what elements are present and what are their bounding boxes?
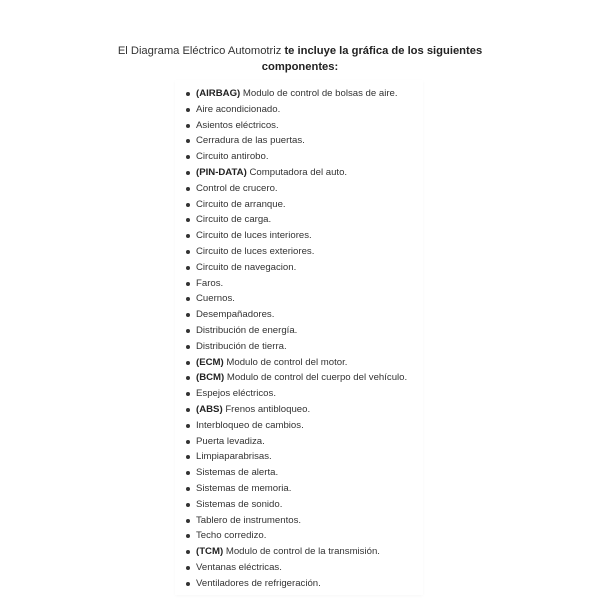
component-text: Desempañadores. [196,309,275,321]
list-item [184,418,454,434]
components-list [184,86,454,592]
list-item [184,181,454,197]
component-code: (ECM) [196,356,224,368]
bullet-icon [186,566,190,570]
component-text: Computadora del auto. [246,166,348,178]
list-item [184,386,454,402]
intro-paragraph [110,43,490,75]
list-item [184,260,454,276]
component-text: Limpiaparabrisas. [196,451,272,463]
bullet-icon [186,534,190,538]
list-item [184,544,454,560]
component-code: (BCM) [196,372,225,384]
bullet-icon [186,329,190,333]
list-item [184,497,454,513]
component-text: Circuito de luces interiores. [196,230,312,242]
list-item [184,528,454,544]
bullet-icon [186,250,190,254]
list-item [184,149,454,165]
bullet-icon [186,92,190,96]
component-text: Distribución de tierra. [196,340,287,352]
bullet-icon [186,487,190,491]
bullet-icon [186,124,190,128]
bullet-icon [186,155,190,159]
list-item [184,228,454,244]
list-item [184,307,454,323]
list-item [184,323,454,339]
list-item [184,465,454,481]
bullet-icon [186,440,190,444]
list-item [184,244,454,260]
component-text: Cerradura de las puertas. [196,135,305,147]
list-item [184,449,454,465]
bullet-icon [186,187,190,191]
component-text: Espejos eléctricos. [196,388,276,400]
bullet-icon [186,503,190,507]
list-item [184,118,454,134]
bullet-icon [186,266,190,270]
bullet-icon [186,550,190,554]
intro-regular-text: El Diagrama Eléctrico Automotriz [117,45,285,57]
component-text: Control de crucero. [196,182,278,194]
component-code: (TCM) [196,546,224,558]
bullet-icon [186,108,190,112]
component-text: Distribución de energía. [196,324,298,336]
component-text: Ventiladores de refrigeración. [196,577,321,589]
list-item [184,212,454,228]
component-text: Frenos antibloqueo. [222,403,311,415]
bullet-icon [186,361,190,365]
component-text: Circuito de carga. [196,214,272,226]
component-code: (ABS) [196,403,223,415]
list-item [184,86,454,102]
bullet-icon [186,313,190,317]
component-text: Ventanas eléctricas. [196,561,282,573]
bullet-icon [186,408,190,412]
component-text: Circuito de navegacion. [196,261,297,273]
list-item [184,102,454,118]
component-text: Sistemas de alerta. [196,467,279,479]
component-text: Circuito de arranque. [196,198,286,210]
list-item [184,576,454,592]
component-text: Circuito de luces exteriores. [196,245,315,257]
component-text: Puerta levadiza. [196,435,265,447]
component-text: Techo corredizo. [196,530,267,542]
bullet-icon [186,455,190,459]
list-item [184,560,454,576]
bullet-icon [186,297,190,301]
list-item [184,197,454,213]
bullet-icon [186,519,190,523]
list-item [184,291,454,307]
component-text: Aire acondicionado. [196,103,281,115]
bullet-icon [186,471,190,475]
list-item [184,402,454,418]
component-text: Modulo de control de la transmisión. [223,546,380,558]
bullet-icon [186,234,190,238]
component-text: Tablero de instrumentos. [196,514,302,526]
bullet-icon [186,582,190,586]
bullet-icon [186,345,190,349]
bullet-icon [186,424,190,428]
bullet-icon [186,203,190,207]
component-text: Modulo de control del cuerpo del vehículo. [224,372,408,384]
component-text: Circuito antirobo. [196,151,269,163]
bullet-icon [186,171,190,175]
component-text: Modulo de control de bolsas de aire. [240,88,398,99]
component-text: Asientos eléctricos. [196,119,279,131]
list-item [184,370,454,386]
list-item [184,133,454,149]
component-code: (PIN-DATA) [196,166,247,178]
bullet-icon [186,218,190,222]
intro-bold-text: te incluye la gráfica de los siguientes componentes: [261,45,483,73]
bullet-icon [186,392,190,396]
list-item [184,434,454,450]
component-text: Sistemas de memoria. [196,482,292,494]
list-item [184,513,454,529]
component-text: Interbloqueo de cambios. [196,419,304,431]
bullet-icon [186,139,190,143]
list-item [184,276,454,292]
component-code: (AIRBAG) [196,88,241,99]
component-text: Cuernos. [196,293,235,305]
component-text: Modulo de control del motor. [223,356,348,368]
bullet-icon [186,282,190,286]
list-item [184,355,454,371]
component-text: Faros. [196,277,224,289]
component-text: Sistemas de sonido. [196,498,283,510]
list-item [184,165,454,181]
bullet-icon [186,376,190,380]
list-item [184,481,454,497]
list-item [184,339,454,355]
